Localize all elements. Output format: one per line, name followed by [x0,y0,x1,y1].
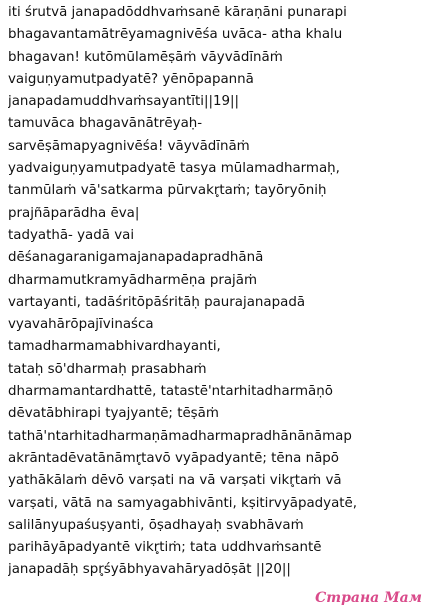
text-line: tanmūlaṁ vā'satkarma pūrvakr̥taṁ; tayōryōniḥ [8,183,327,199]
text-line: vaiguṇyamutpadyatē? yēnōpapannā [8,71,254,87]
text-line: bhagavantamātrēyamagnivēśa uvāca- atha khalu [8,27,343,43]
text-line: bhagavan! kutōmūlamēṣāṁ vāyvādīnāṁ [8,49,283,65]
text-line: janapadāḥ spr̥śyābhyavahāryadōṣāt ||20|| [8,562,291,578]
document-body [8,2,426,582]
text-line: janapadamuddhvaṁsayantīti||19|| [8,94,240,110]
text-line: tamuvāca bhagavānātrēyaḥ- [8,116,203,132]
text-line: dharmamantardhattē, tatastē'ntarhitadharmāṇō [8,384,333,400]
text-line: tataḥ sō'dharmaḥ prasabhaṁ [8,361,207,377]
text-line: sarvēṣāmapyagnivēśa! vāyvādīnāṁ [8,138,250,154]
text-line: salilānyupaśuṣyanti, ōṣadhayaḥ svabhāvaṁ [8,517,304,533]
text-line: akrāntadēvatānāmr̥tavō vyāpadyantē; tēna nāpō [8,450,339,466]
text-line: dēśanagaranigamajanapadapradhānā [8,250,264,266]
text-line: tamadharmamabhivardhayanti, [8,339,221,355]
text-line: parihāyāpadyantē vikr̥tiṁ; tata uddhvaṁsantē [8,540,322,556]
text-line: tadyathā- yadā vai [8,227,135,243]
text-line: dharmamutkramyādharmēṇa prajāṁ [8,272,258,288]
text-line: dēvatābhirapi tyajyantē; tēṣāṁ [8,406,219,422]
text-line: tathā'ntarhitadharmaṇāmadharmapradhānānāmap [8,428,352,444]
text-line: varṣati, vātā na samyagabhivānti, kṣitirvyāpadyatē, [8,495,358,511]
text-line: vartayanti, tadāśritōpāśritāḥ paurajanapadā [8,294,306,310]
text-line: prajñāparādha ēva| [8,205,140,221]
text-line: vyavahārōpajīvinaśca [8,317,154,333]
text-line: iti śrutvā janapadōddhvaṁsanē kāraṇāni punarapi [8,5,347,20]
site-watermark: Страна Мам [315,590,422,606]
text-line: yathākālaṁ dēvō varṣati na vā varṣati vikr̥taṁ vā [8,473,342,489]
text-line: yadvaiguṇyamutpadyatē tasya mūlamadharmaḥ, [8,161,340,177]
